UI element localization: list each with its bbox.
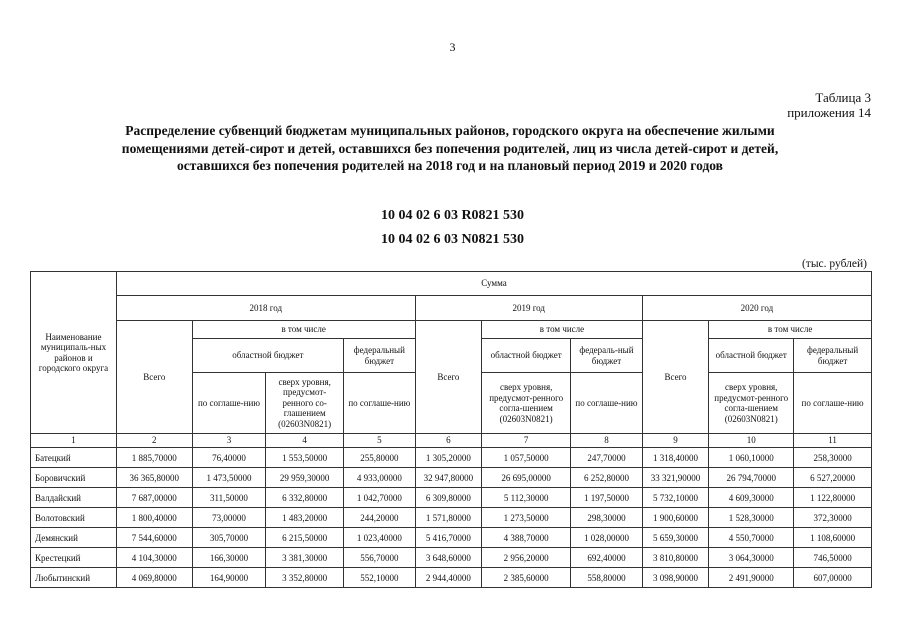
col-number: 6 (415, 434, 482, 448)
cell-value: 6 309,80000 (415, 488, 482, 508)
header-in-total-2020: в том числе (709, 321, 872, 339)
cell-value: 258,30000 (794, 448, 872, 468)
col-number: 2 (116, 434, 192, 448)
header-regional-2018: областной бюджет (192, 339, 343, 373)
table-row (31, 508, 872, 528)
cell-value: 372,30000 (794, 508, 872, 528)
header-federal-2018: федеральный бюджет (344, 339, 416, 373)
cell-value: 1 483,20000 (266, 508, 344, 528)
table-row (31, 448, 872, 468)
cell-value: 36 365,80000 (116, 468, 192, 488)
cell-value: 1 057,50000 (482, 448, 571, 468)
header-name-col: Наименование муниципаль-ных районов и городского округа (31, 272, 117, 434)
header-agreement-2019: по соглаше-нию (571, 373, 643, 434)
cell-value: 1 122,80000 (794, 488, 872, 508)
page-number: 3 (449, 40, 456, 54)
cell-value: 26 794,70000 (709, 468, 794, 488)
cell-value: 4 550,70000 (709, 528, 794, 548)
cell-value: 5 732,10000 (642, 488, 709, 508)
cell-value: 164,90000 (192, 568, 266, 588)
cell-value: 607,00000 (794, 568, 872, 588)
cell-value: 298,30000 (571, 508, 643, 528)
cell-district: Крестецкий (31, 548, 117, 568)
cell-district: Валдайский (31, 488, 117, 508)
cell-value: 1 800,40000 (116, 508, 192, 528)
header-total-2020: Всего (642, 321, 709, 434)
cell-value: 73,00000 (192, 508, 266, 528)
cell-value: 2 385,60000 (482, 568, 571, 588)
cell-value: 76,40000 (192, 448, 266, 468)
cell-value: 305,70000 (192, 528, 266, 548)
table-row (31, 548, 872, 568)
cell-district: Боровичский (31, 468, 117, 488)
cell-value: 1 571,80000 (415, 508, 482, 528)
table-row (31, 568, 872, 588)
cell-value: 3 810,80000 (642, 548, 709, 568)
col-number: 4 (266, 434, 344, 448)
table-label (787, 90, 871, 120)
cell-value: 746,50000 (794, 548, 872, 568)
cell-value: 1 318,40000 (642, 448, 709, 468)
col-number: 10 (709, 434, 794, 448)
cell-value: 6 527,20000 (794, 468, 872, 488)
cell-value: 4 069,80000 (116, 568, 192, 588)
cell-value: 1 023,40000 (344, 528, 416, 548)
cell-value: 3 064,30000 (709, 548, 794, 568)
cell-value: 166,30000 (192, 548, 266, 568)
col-number: 7 (482, 434, 571, 448)
header-sum: Сумма (116, 272, 871, 296)
cell-value: 3 381,30000 (266, 548, 344, 568)
header-federal-2020: федеральный бюджет (794, 339, 872, 373)
cell-value: 558,80000 (571, 568, 643, 588)
table-row (31, 468, 872, 488)
cell-value: 255,80000 (344, 448, 416, 468)
cell-district: Любытинский (31, 568, 117, 588)
cell-value: 244,20000 (344, 508, 416, 528)
cell-value: 4 933,00000 (344, 468, 416, 488)
col-number: 9 (642, 434, 709, 448)
cell-value: 1 473,50000 (192, 468, 266, 488)
table-label-line2: приложения 14 (787, 105, 871, 120)
cell-value: 5 416,70000 (415, 528, 482, 548)
header-regional-2019: областной бюджет (482, 339, 571, 373)
cell-value: 33 321,90000 (642, 468, 709, 488)
cell-value: 6 332,80000 (266, 488, 344, 508)
cell-value: 6 252,80000 (571, 468, 643, 488)
header-above-2019: сверх уровня, предусмот-ренного согла-шением (02603N0821) (482, 373, 571, 434)
cell-value: 4 609,30000 (709, 488, 794, 508)
cell-value: 1 305,20000 (415, 448, 482, 468)
cell-value: 556,70000 (344, 548, 416, 568)
cell-value: 1 553,50000 (266, 448, 344, 468)
cell-value: 2 944,40000 (415, 568, 482, 588)
header-year-2020: 2020 год (642, 296, 871, 321)
cell-value: 1 885,70000 (116, 448, 192, 468)
cell-value: 2 491,90000 (709, 568, 794, 588)
cell-district: Батецкий (31, 448, 117, 468)
header-year-2018: 2018 год (116, 296, 415, 321)
table-row (31, 488, 872, 508)
cell-value: 5 659,30000 (642, 528, 709, 548)
cell-value: 7 544,60000 (116, 528, 192, 548)
cell-value: 4 104,30000 (116, 548, 192, 568)
cell-value: 1 042,70000 (344, 488, 416, 508)
cell-value: 552,10000 (344, 568, 416, 588)
header-year-2019: 2019 год (415, 296, 642, 321)
units-label: (тыс. рублей) (801, 258, 867, 270)
col-number: 1 (31, 434, 117, 448)
cell-value: 311,50000 (192, 488, 266, 508)
col-number: 11 (794, 434, 872, 448)
col-number: 8 (571, 434, 643, 448)
table-row (31, 528, 872, 548)
cell-value: 1 273,50000 (482, 508, 571, 528)
col-number: 3 (192, 434, 266, 448)
cell-district: Волотовский (31, 508, 117, 528)
cell-value: 1 060,10000 (709, 448, 794, 468)
header-in-total-2019: в том числе (482, 321, 643, 339)
cell-value: 1 108,60000 (794, 528, 872, 548)
cell-value: 247,70000 (571, 448, 643, 468)
header-regional-2020: областной бюджет (709, 339, 794, 373)
header-agreement-2018-federal: по соглаше-нию (344, 373, 416, 434)
header-above-2018: сверх уровня, предусмот-ренного со-глашением (02603N0821) (266, 373, 344, 434)
header-agreement-2018-regional: по соглаше-нию (192, 373, 266, 434)
subvention-table (30, 271, 872, 588)
budget-code-1: 10 04 02 6 03 R0821 530 (380, 208, 525, 223)
cell-value: 692,40000 (571, 548, 643, 568)
cell-value: 6 215,50000 (266, 528, 344, 548)
document-title: Распределение субвенций бюджетам муниципальных районов, городского округа на обеспечение жилыми помещениями детей-сирот и детей, оставшихся без попечения родителей, лиц из числа детей-сирот и детей, оставшихся без попечения родителей на 2018 год и на плановый период 2019 и 2020 годов (121, 123, 779, 173)
table-label-line1: Таблица 3 (815, 90, 871, 105)
header-total-2018: Всего (116, 321, 192, 434)
cell-value: 3 098,90000 (642, 568, 709, 588)
cell-value: 7 687,00000 (116, 488, 192, 508)
cell-value: 1 528,30000 (709, 508, 794, 528)
col-number: 5 (344, 434, 416, 448)
cell-value: 1 197,50000 (571, 488, 643, 508)
cell-district: Демянский (31, 528, 117, 548)
cell-value: 32 947,80000 (415, 468, 482, 488)
header-total-2019: Всего (415, 321, 482, 434)
cell-value: 3 352,80000 (266, 568, 344, 588)
cell-value: 1 028,00000 (571, 528, 643, 548)
cell-value: 4 388,70000 (482, 528, 571, 548)
cell-value: 3 648,60000 (415, 548, 482, 568)
cell-value: 5 112,30000 (482, 488, 571, 508)
budget-code-2: 10 04 02 6 03 N0821 530 (380, 232, 525, 247)
cell-value: 26 695,00000 (482, 468, 571, 488)
header-federal-2019: федераль-ный бюджет (571, 339, 643, 373)
header-agreement-2020: по соглаше-нию (794, 373, 872, 434)
cell-value: 1 900,60000 (642, 508, 709, 528)
cell-value: 2 956,20000 (482, 548, 571, 568)
header-in-total-2018: в том числе (192, 321, 415, 339)
header-above-2020: сверх уровня, предусмот-ренного согла-шением (02603N0821) (709, 373, 794, 434)
cell-value: 29 959,30000 (266, 468, 344, 488)
